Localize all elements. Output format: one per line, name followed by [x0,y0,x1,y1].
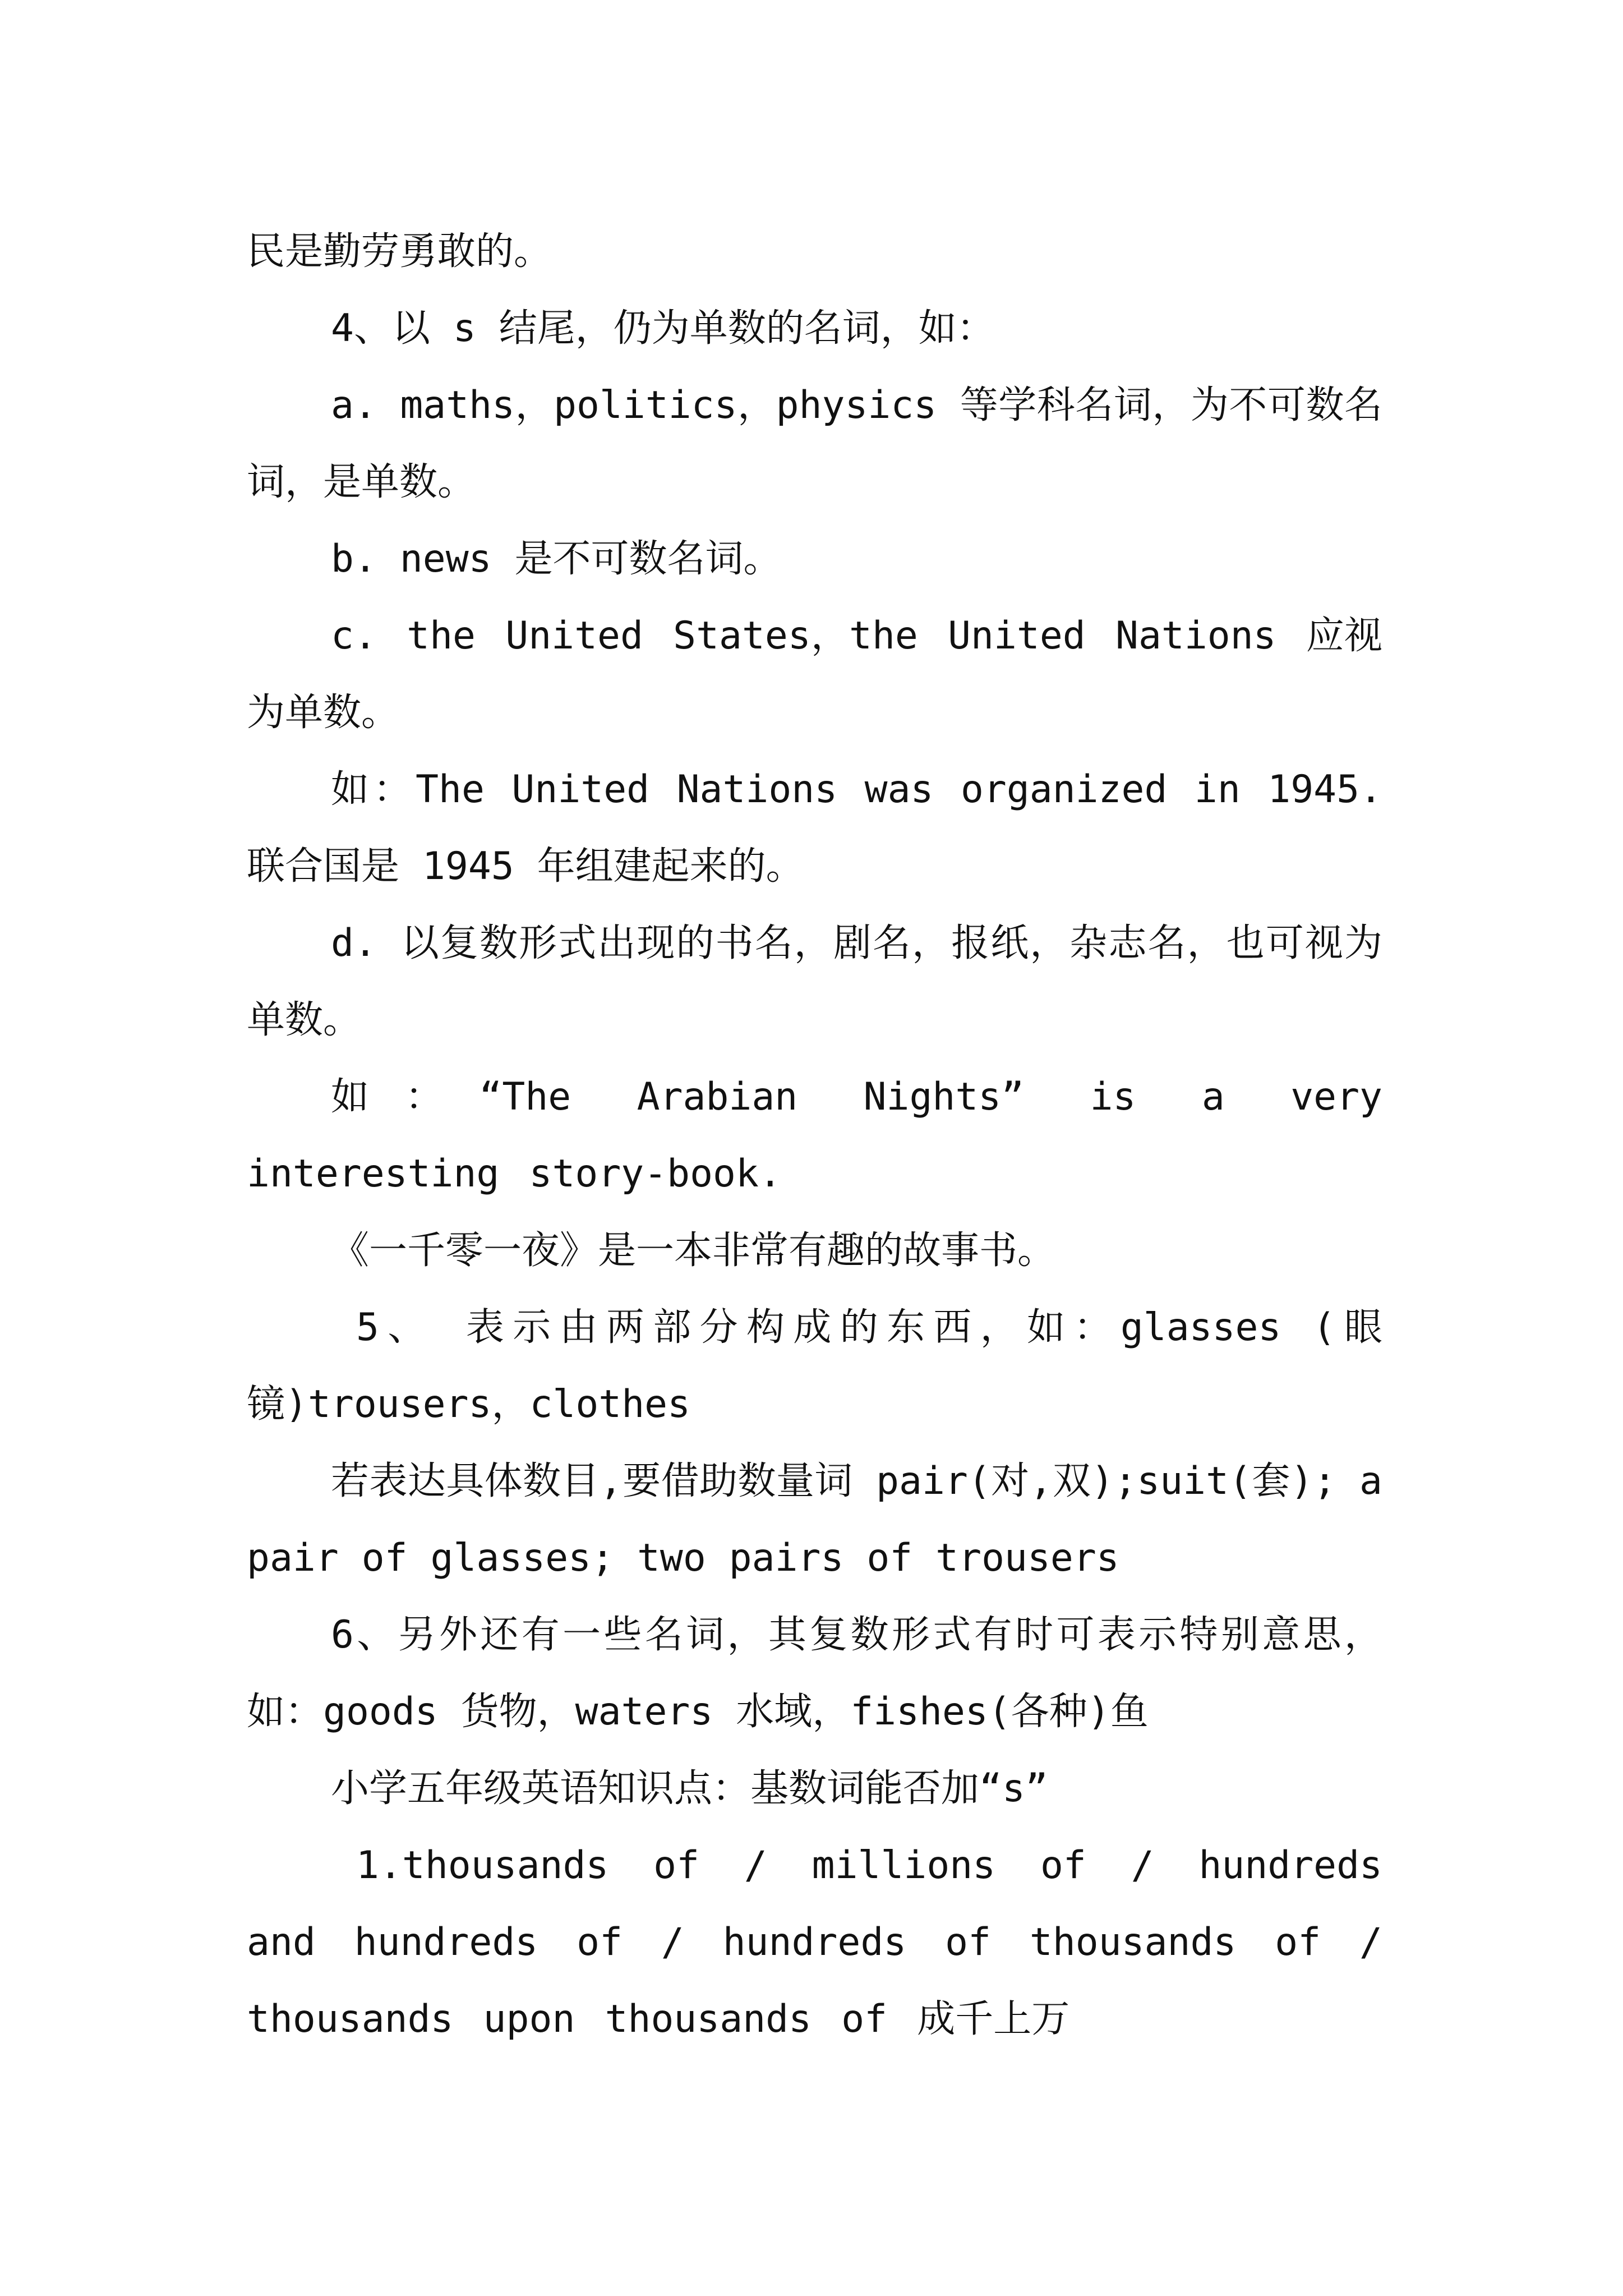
paragraph-5: 5、 表示由两部分构成的东西，如：glasses (眼镜)trousers，clothes [247,1305,1382,1427]
example-arabian-nights: 如：“The Arabian Nights” is a very interesting story-book. [247,1075,1382,1196]
paragraph-6: 6、另外还有一些名词，其复数形式有时可表示特别意思，如：goods 货物，waters 水域，fishes(各种)鱼 [247,1613,1382,1734]
example-translation: 《一千零一夜》是一本非常有趣的故事书。 [331,1228,1056,1273]
example-united-nations: 如：The United Nations was organized in 1945. 联合国是 1945 年组建起来的。 [247,767,1382,889]
document-body [247,213,1382,2058]
paragraph-4a: a. maths，politics，physics 等学科名词，为不可数名词，是单数。 [247,383,1382,504]
paragraph-4d: d. 以复数形式出现的书名，剧名，报纸，杂志名，也可视为单数。 [247,921,1382,1042]
section-heading: 小学五年级英语知识点：基数词能否加“s” [331,1766,1048,1811]
paragraph-pair-suit: 若表达具体数目,要借助数量词 pair(对,双);suit(套); a pair of glasses; two pairs of trousers [247,1459,1382,1580]
paragraph-4: 4、以 s 结尾，仍为单数的名词，如： [331,306,995,351]
list-item-1: 1.thousands of / millions of / hundreds and hundreds of / hundreds of thousands of / thousands upon thousands of 成千上万 [247,1843,1382,2041]
paragraph-4b: b. news 是不可数名词。 [331,537,782,581]
paragraph-continuation: 民是勤劳勇敢的。 [247,229,552,274]
paragraph-4c: c. the United States，the United Nations 应视为单数。 [247,614,1382,735]
